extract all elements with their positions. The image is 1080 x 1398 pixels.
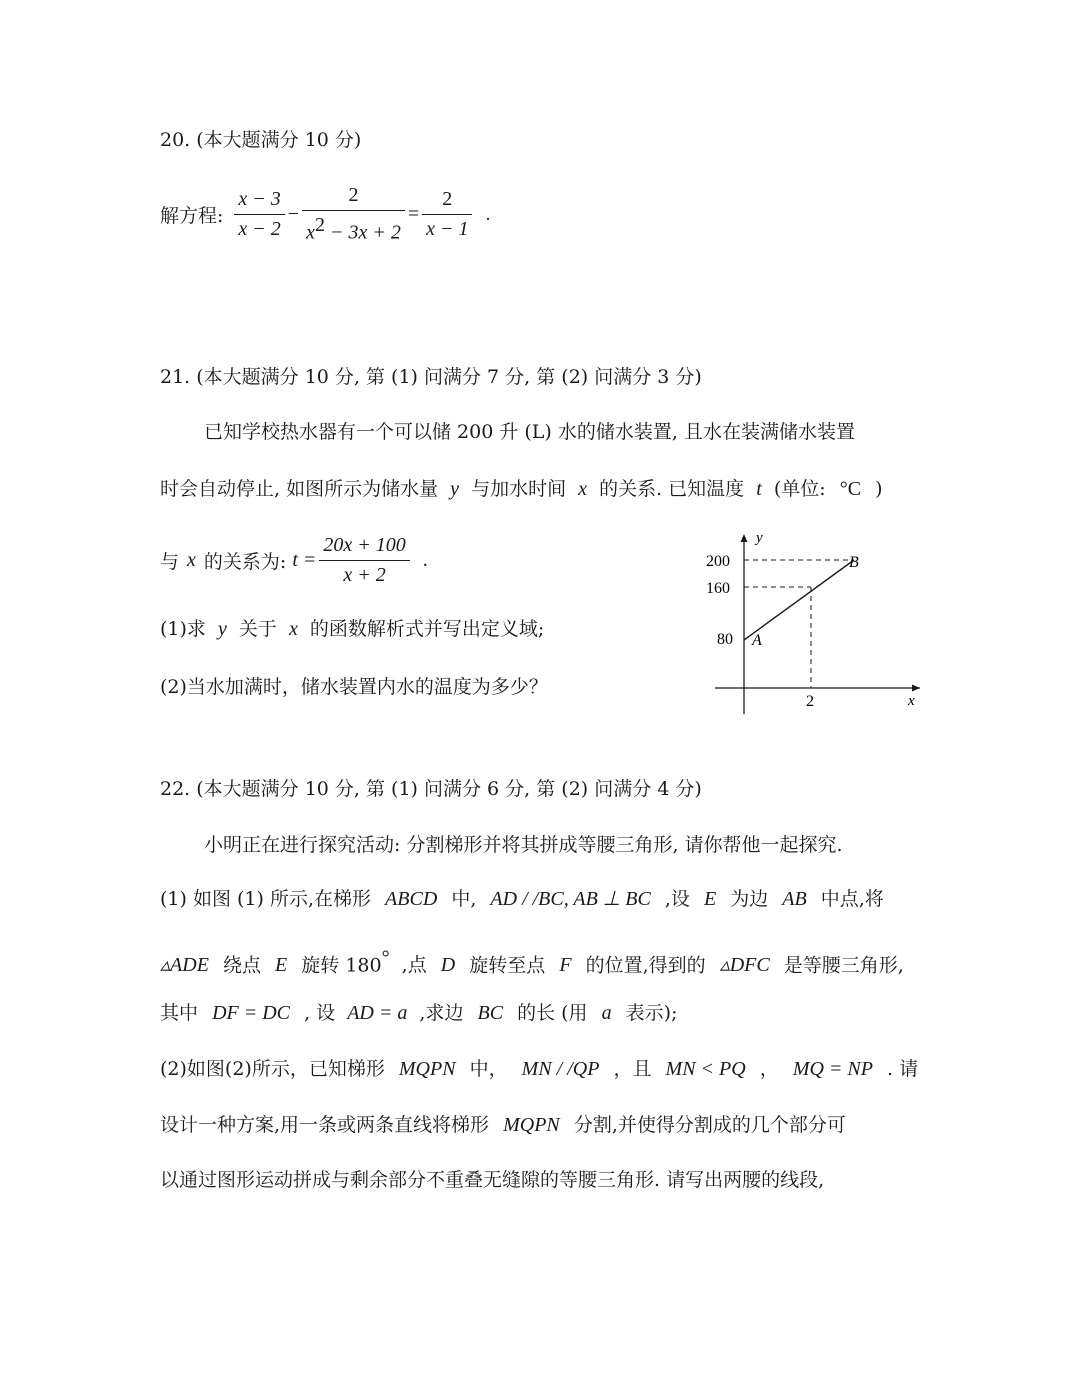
math-mn-parallel-qp: MN / /QP <box>521 1058 600 1080</box>
text: 为边 <box>730 888 769 910</box>
text: 的关系为: <box>203 551 287 573</box>
q21-paragraph-line-2 <box>160 477 883 501</box>
q22-line-2 <box>160 887 884 911</box>
q21-graph <box>700 528 930 720</box>
q21-temperature-formula <box>160 534 428 587</box>
math-e: E <box>703 888 717 910</box>
fraction-numerator: 2 <box>302 184 405 211</box>
text: 与加水时间 <box>471 478 567 500</box>
math-triangle-ade: ▵ADE <box>160 954 209 977</box>
tick-label-200: 200 <box>706 553 730 570</box>
fraction-numerator: 20x + 100 <box>319 534 409 561</box>
q22-line-7: 以通过图形运动拼成与剩余部分不重叠无缝隙的等腰三角形. 请写出两腰的线段, <box>160 1169 825 1191</box>
text: 时会自动停止, 如图所示为储水量 <box>160 478 439 500</box>
q21-paragraph-line-1: 已知学校热水器有一个可以储 200 升 (L) 水的储水装置, 且水在装满储水装置 <box>204 421 855 443</box>
math-a: a <box>601 1002 612 1024</box>
text: ) <box>875 478 883 500</box>
exponent: 2 <box>314 214 325 236</box>
fraction-numerator: x − 3 <box>234 188 284 215</box>
text: , 设 <box>304 1002 336 1024</box>
var-y: y <box>217 618 227 640</box>
minus-sign: − <box>287 202 300 225</box>
text: 的位置,得到的 <box>585 954 706 977</box>
q22-line-6 <box>160 1113 846 1137</box>
equals-sign: = <box>407 202 420 225</box>
math-mqpn: MQPN <box>398 1058 456 1080</box>
q22-line-4 <box>160 1001 677 1025</box>
point-a-label: A <box>752 632 762 649</box>
var-x: x <box>288 618 298 640</box>
tick-label-x2: 2 <box>806 693 814 710</box>
tick-label-80: 80 <box>717 631 733 648</box>
degree-sign: ° <box>381 947 390 969</box>
text: 绕点 <box>222 954 261 977</box>
text: 中点,将 <box>820 888 884 910</box>
fraction-denominator: x − 2 <box>238 217 281 240</box>
text: 旋转 180 <box>301 954 382 977</box>
x-axis-arrow-icon <box>912 685 920 692</box>
denominator-rest: − 3x + 2 <box>324 221 401 244</box>
text: 分割,并使得分割成的几个部分可 <box>573 1114 846 1136</box>
text: 其中 <box>160 1002 199 1024</box>
text: 是等腰三角形, <box>783 954 904 977</box>
math-ab: AB <box>782 888 807 910</box>
celsius-unit: °C <box>839 478 862 500</box>
text: 与 <box>160 551 180 573</box>
var-t: t <box>756 478 762 500</box>
fraction-numerator: 2 <box>422 188 472 215</box>
denominator-x: x <box>306 221 315 244</box>
math-mqpn: MQPN <box>503 1114 560 1136</box>
text: 设计一种方案,用一条或两条直线将梯形 <box>160 1114 490 1136</box>
math-triangle-dfc: ▵DFC <box>719 954 770 977</box>
text: 中, <box>451 888 477 910</box>
var-t-equals: t = <box>292 549 317 571</box>
text: (1) 如图 (1) 所示,在梯形 <box>160 888 371 910</box>
math-mq-np: MQ = NP <box>792 1058 873 1080</box>
math-e: E <box>275 954 288 977</box>
text: 关于 <box>238 618 277 640</box>
math-bc: BC <box>477 1002 504 1024</box>
text: ,点 <box>401 954 427 977</box>
q20-equation <box>160 184 490 245</box>
text: (2)如图(2)所示，已知梯形 <box>160 1058 385 1080</box>
period: . <box>422 549 428 571</box>
text: 的关系. 已知温度 <box>599 478 745 500</box>
q22-header: 22. (本大题满分 10 分, 第 (1) 问满分 6 分, 第 (2) 问满分 4 分) <box>160 778 702 800</box>
text: 的长 (用 <box>517 1002 588 1024</box>
y-axis-label: y <box>756 530 763 546</box>
text: (单位: <box>773 478 826 500</box>
period: . <box>485 202 491 225</box>
y-axis-arrow-icon <box>741 534 748 542</box>
text: ,设 <box>664 888 690 910</box>
text: 旋转至点 <box>469 954 546 977</box>
q22-intro: 小明正在进行探究活动: 分割梯形并将其拼成等腰三角形, 请你帮他一起探究. <box>204 834 843 856</box>
math-mn-less-pq: MN < PQ <box>665 1058 746 1080</box>
q20-header: 20. (本大题满分 10 分) <box>160 129 362 151</box>
fraction-denominator: x − 1 <box>426 217 469 240</box>
text: ，且 <box>613 1058 652 1080</box>
segment-ab <box>744 560 854 640</box>
q20-fraction-2 <box>302 184 405 245</box>
q20-fraction-3 <box>422 188 472 241</box>
text: 表示); <box>625 1002 678 1024</box>
math-ad-a: AD = a <box>347 1002 408 1024</box>
q22-line-3 <box>160 946 904 977</box>
x-axis-label: x <box>908 693 915 709</box>
q20-prompt: 解方程: <box>160 204 224 227</box>
math-f: F <box>559 954 572 977</box>
point-b-label: B <box>849 554 859 571</box>
q21-fraction <box>319 534 409 587</box>
fraction-denominator: x + 2 <box>343 564 386 586</box>
q21-header: 21. (本大题满分 10 分, 第 (1) 问满分 7 分, 第 (2) 问满分 3 分) <box>160 366 702 388</box>
q20-fraction-1 <box>234 188 284 241</box>
q21-subquestion-2: (2)当水加满时，储水装置内水的温度为多少？ <box>160 676 548 698</box>
var-y: y <box>450 478 460 500</box>
math-d: D <box>440 954 456 977</box>
math-df-dc: DF = DC <box>212 1002 291 1024</box>
tick-label-160: 160 <box>706 580 730 597</box>
text: 中， <box>469 1058 508 1080</box>
q21-subquestion-1 <box>160 617 544 641</box>
text: . 请 <box>887 1058 919 1080</box>
text: ,求边 <box>419 1002 464 1024</box>
text: ， <box>759 1058 779 1080</box>
text: (1)求 <box>160 618 206 640</box>
math-abcd: ABCD <box>385 888 438 910</box>
text: 的函数解析式并写出定义域; <box>309 618 545 640</box>
q22-line-5 <box>160 1057 918 1081</box>
var-x: x <box>578 478 588 500</box>
math-parallel-perp: AD / /BC, AB ⊥ BC <box>490 888 651 910</box>
var-x: x <box>187 549 196 571</box>
fraction-denominator <box>302 211 405 245</box>
